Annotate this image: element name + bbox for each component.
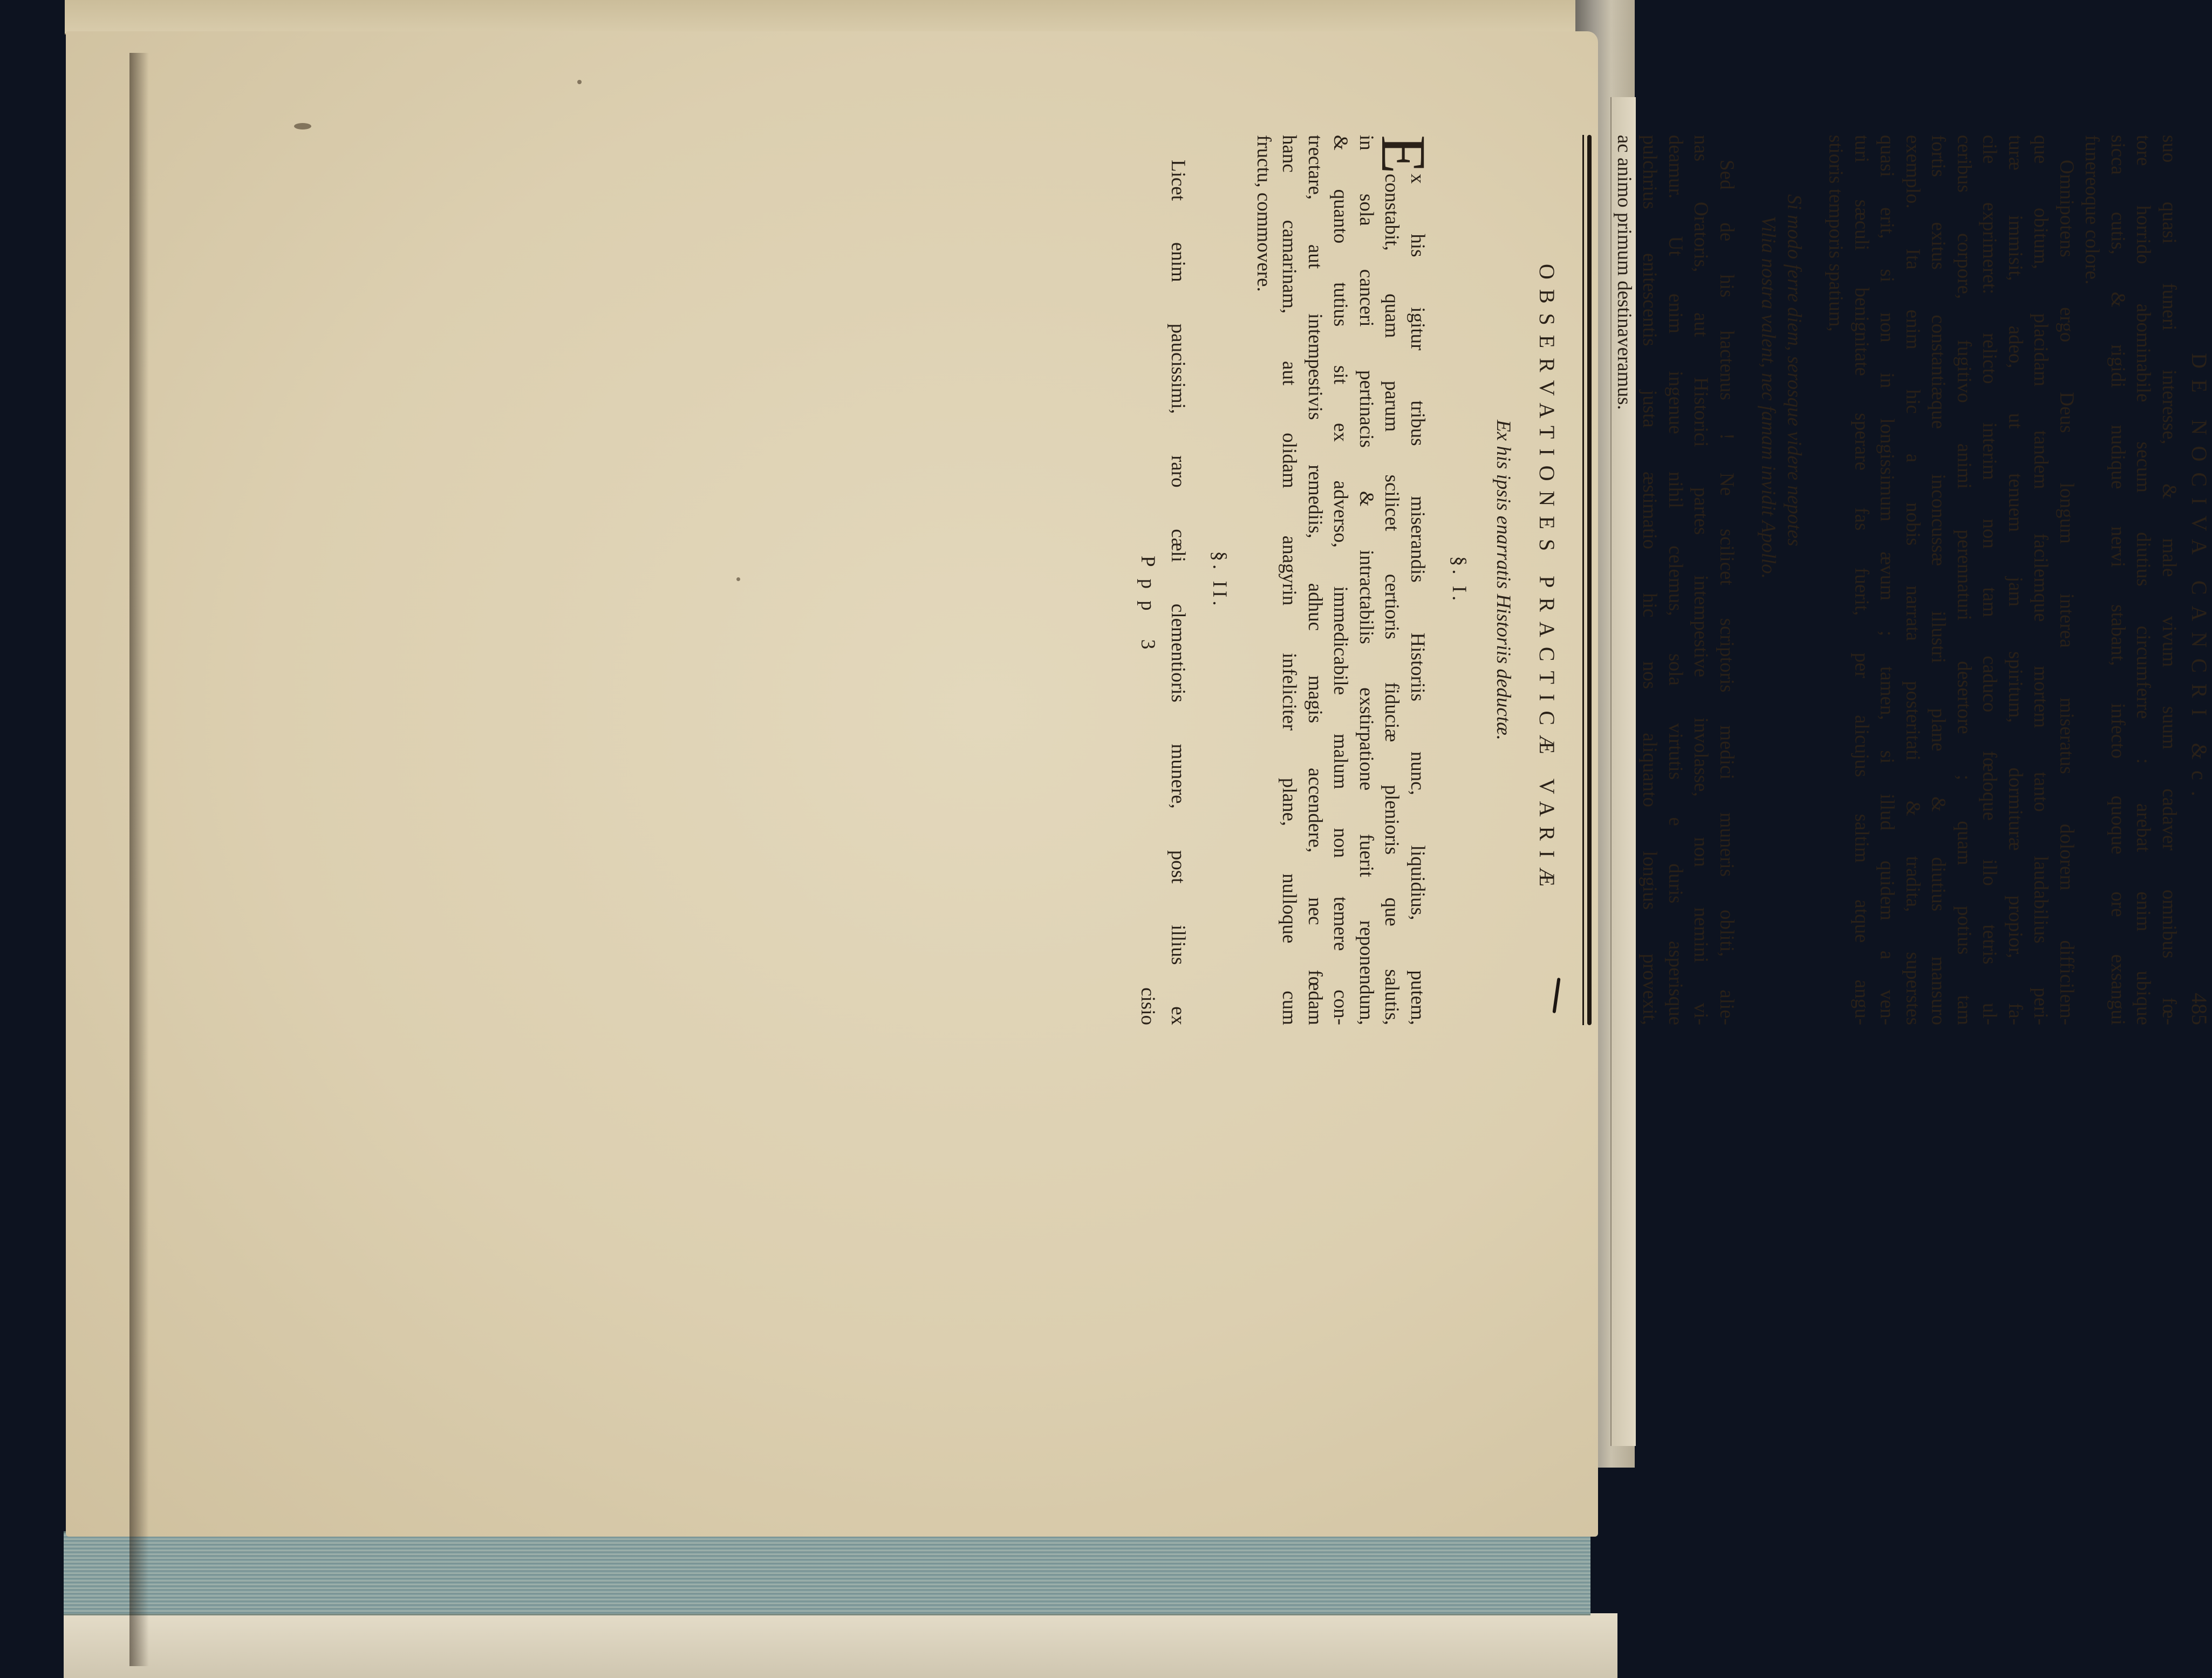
page-stain [294, 123, 311, 129]
drop-capital: E [1378, 135, 1428, 174]
text-line: fortis exitus constantiæque inconcussæ illustri plane & diutius mansuro [1926, 135, 1951, 1025]
section-rule [1583, 135, 1592, 1025]
text-line: x his igitur tribus miserandis Historiis nunc, liquidius, putem, [1405, 135, 1431, 1025]
text-line: funereoque colore. [2079, 135, 2105, 1025]
running-title: DE NOCIVA CANCRI &c. [2187, 135, 2212, 1025]
page-block-edge [64, 1531, 1590, 1615]
paragraph-sed [1612, 135, 1740, 1025]
paragraph-sign-2: §. II. [1207, 135, 1233, 1025]
running-head [2182, 135, 2212, 1025]
text-line: pulchrius enitescentis justa æstimatio hic nos aliquanto longius provexit, [1637, 135, 1663, 1025]
paragraph-ex-his [1251, 135, 1431, 1025]
next-page-edge [65, 0, 1608, 35]
text-line: & quanto tutius sit ex adverso, immedicabile malum non temere con- [1328, 135, 1354, 1025]
text-line: cile exprimeret: relicto interim non tam caduco fœdoque illo tetris ul- [1977, 135, 2003, 1025]
text-line: tore horrido abominabile secum diutius circumferre : arebat enim ubique [2131, 135, 2156, 1025]
paragraph-omnipotens [1823, 135, 2079, 1025]
text-line: turi sæculi benignitate sperare fas fuerit, per alicujus saltim atque angu- [1849, 135, 1875, 1025]
paragraph-opening [2079, 135, 2182, 1025]
text-line: que obitum, placidam tandem facilemque mortem tanto laudabilius peri- [2028, 135, 2054, 1025]
verse-quotation [1756, 135, 1807, 1025]
verse-line: Si modo ferre diem, serosque videre nepotes [1781, 135, 1807, 1025]
text-line: constabit, quam parum scilicet certioris fiduciæ plenioris que salutis, [1379, 135, 1405, 1025]
text-line: trectare, aut intempestivis remediis, adhuc magis accendere, nec fœdam [1302, 135, 1328, 1025]
gutter-shadow [129, 53, 149, 1666]
text-line: nas Oratoris, aut Historici partes intempestive involasse, non nemini vi- [1688, 135, 1714, 1025]
text-line: ac animo primum destinaveramus. [1612, 135, 1637, 1025]
section-subtitle: Ex his ipsis enarratis Historiis deductæ. [1491, 135, 1517, 1025]
text-line: Licet enim paucissimi, raro cæli clementioris munere, post illius ex [1165, 135, 1191, 1025]
text-line: Sed de his hactenus ! Ne scilicet scriptoris medici muneris obliti, alie- [1714, 135, 1740, 1025]
verse-line: Vilia nostra valent, nec famam invidit Apollo. [1756, 135, 1781, 1025]
page-number: 485 [2187, 993, 2212, 1025]
text-line: quasi erit, si non in longissimum ævum ; tamen, si illud quidem a ven- [1874, 135, 1900, 1025]
text-line: hanc camarinam, aut olidam anagyrin infeliciter plane, nulloque cum [1276, 135, 1302, 1025]
lower-cover-board [64, 1613, 1617, 1678]
rotated-text-block [1144, 135, 2212, 1025]
text-line: fructu, commovere. [1251, 135, 1277, 1025]
text-line: Omnipotens ergo Deus longum interea miseratus dolorem difficilem- [2054, 135, 2080, 1025]
text-line: deamur. Ut enim ingenue nihil celemus, sola virtutis e duris asperisque [1663, 135, 1689, 1025]
text-line: in sola canceri pertinacis & intractabilis exstirpatione fuerit reponendum, [1354, 135, 1380, 1025]
text-line: stioris temporis spatium, [1823, 135, 1849, 1025]
catchword: cisio [1135, 987, 1161, 1025]
page-stain [577, 80, 582, 84]
page-stain [736, 577, 740, 581]
text-line: exemplo. Ita enim hic a nobis narrata posteritati & tradita, superstes [1900, 135, 1926, 1025]
text-line: suo quasi funeri interesse, & male vivum suum cadaver omnibus fœ- [2156, 135, 2182, 1025]
text-line: ceribus corpore, fugitivo animi perennaturi desertore ; quam potius tam [1951, 135, 1977, 1025]
section-title: OBSERVATIONES PRACTICÆ VARIÆ [1534, 135, 1560, 1025]
text-line: sicca cutis, & rigidi nudique nervi stabant, infecto quoque ore exsangui [2105, 135, 2131, 1025]
paragraph-sign-1: §. I. [1446, 135, 1472, 1025]
signature-mark: Ppp 3 [1135, 556, 1161, 661]
text-line: turæ immisit, adeo, ut tenuem jam spiritum, dormituræ propior, fa- [2003, 135, 2029, 1025]
page-footer [1129, 135, 1161, 1025]
